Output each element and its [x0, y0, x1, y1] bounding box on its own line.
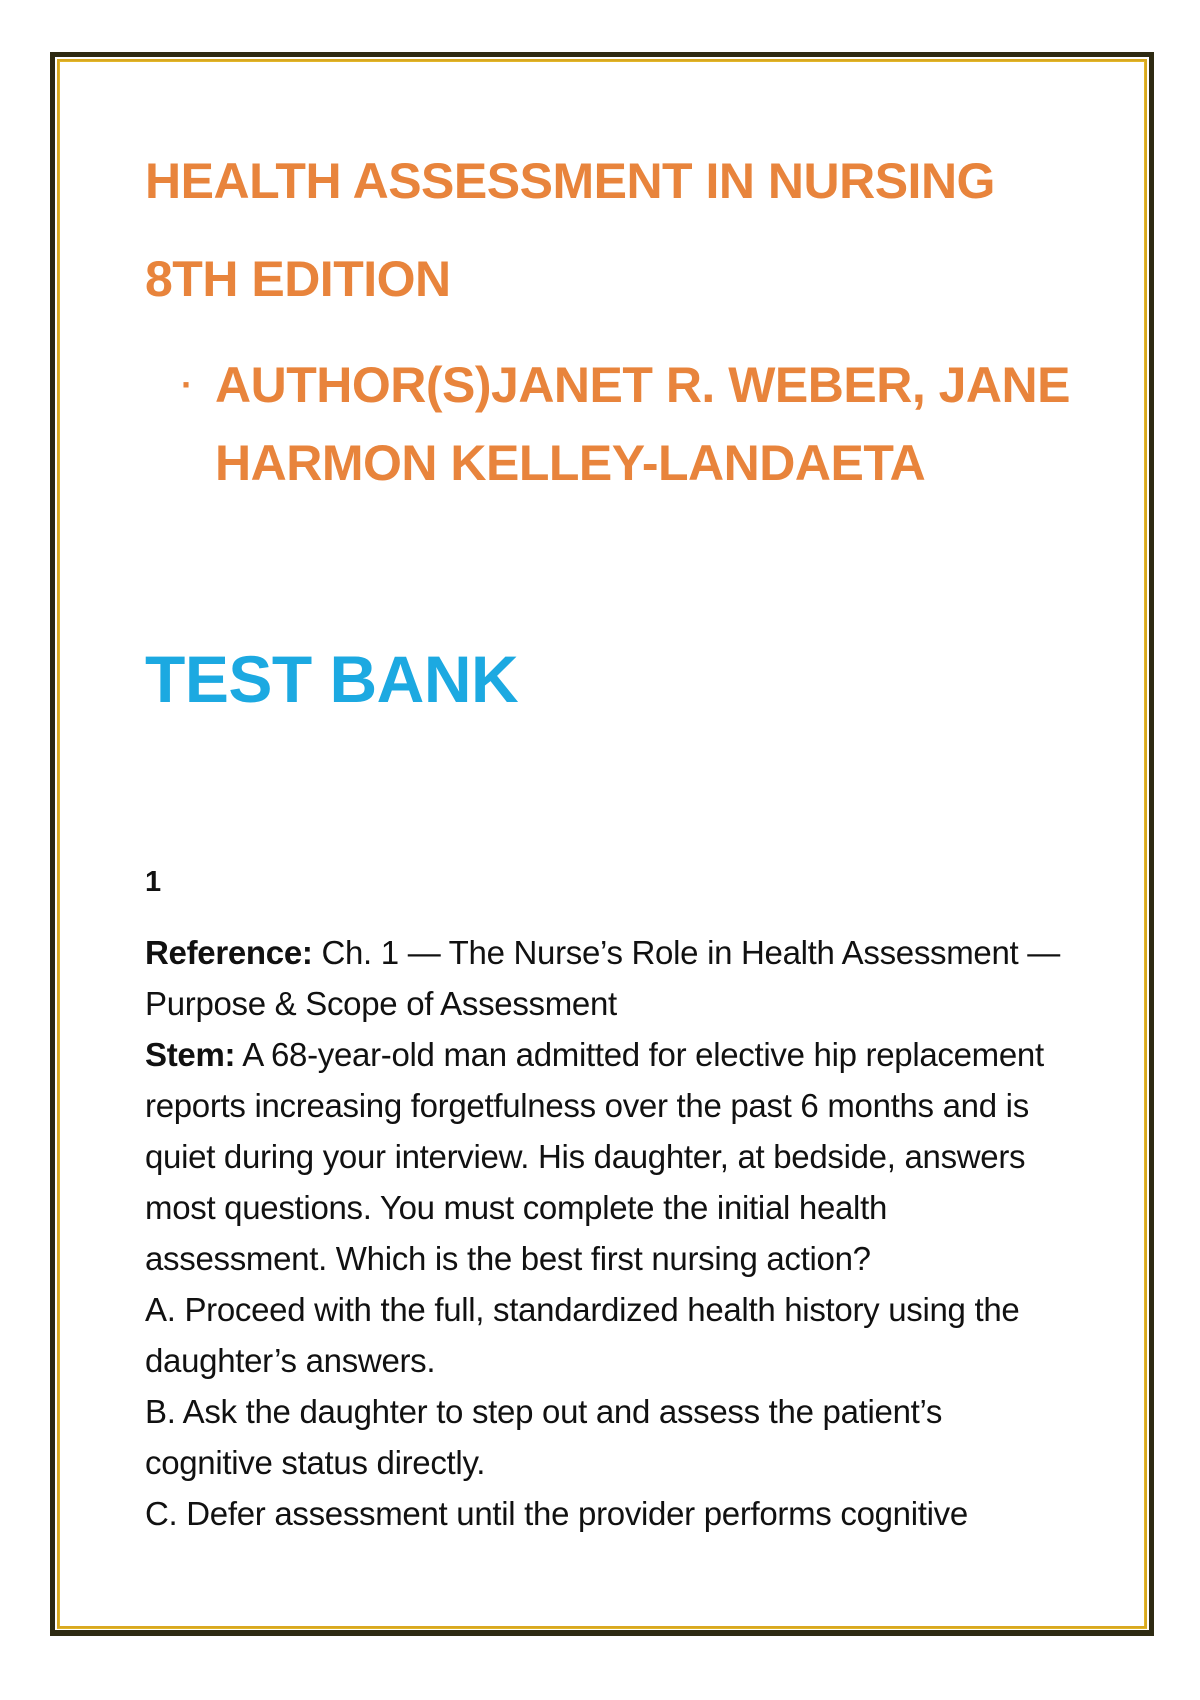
answer-option: C. Defer assessment until the provider performs cognitive [145, 1495, 968, 1532]
author-line-1: AUTHOR(S)JANET R. WEBER, JANE [215, 357, 1070, 413]
answer-option: A. Proceed with the full, standardized health history using the daughter’s answers. [145, 1291, 1020, 1379]
reference-text: Ch. 1 — The Nurse’s Role in Health Assessment — Purpose & Scope of Assessment [145, 934, 1060, 1022]
stem-text: A 68-year-old man admitted for elective hip replacement reports increasing forgetfulness over the past 6 months and is quiet during your interview. His daughter, at bedside, answers most questions. You must complete the initial health assessment. Which is the best first nursing action? [145, 1036, 1044, 1277]
author-line-2: HARMON KELLEY-LANDAETA [215, 435, 926, 491]
reference-label: Reference: [145, 934, 313, 971]
section-heading: TEST BANK [145, 642, 519, 716]
page-content [145, 152, 1070, 1539]
question-reference [145, 927, 1065, 1029]
question-body [145, 927, 1065, 1539]
document-title: HEALTH ASSESSMENT IN NURSING [145, 153, 995, 209]
page-border [50, 52, 1154, 1636]
edition-label: 8TH EDITION [145, 251, 451, 307]
question-stem [145, 1029, 1065, 1284]
stem-label: Stem: [145, 1036, 236, 1073]
author-list-item [145, 346, 1070, 502]
answer-option: B. Ask the daughter to step out and assess the patient’s cognitive status directly. [145, 1393, 943, 1481]
question-number: 1 [145, 866, 162, 898]
bullet-icon: · [181, 364, 193, 405]
